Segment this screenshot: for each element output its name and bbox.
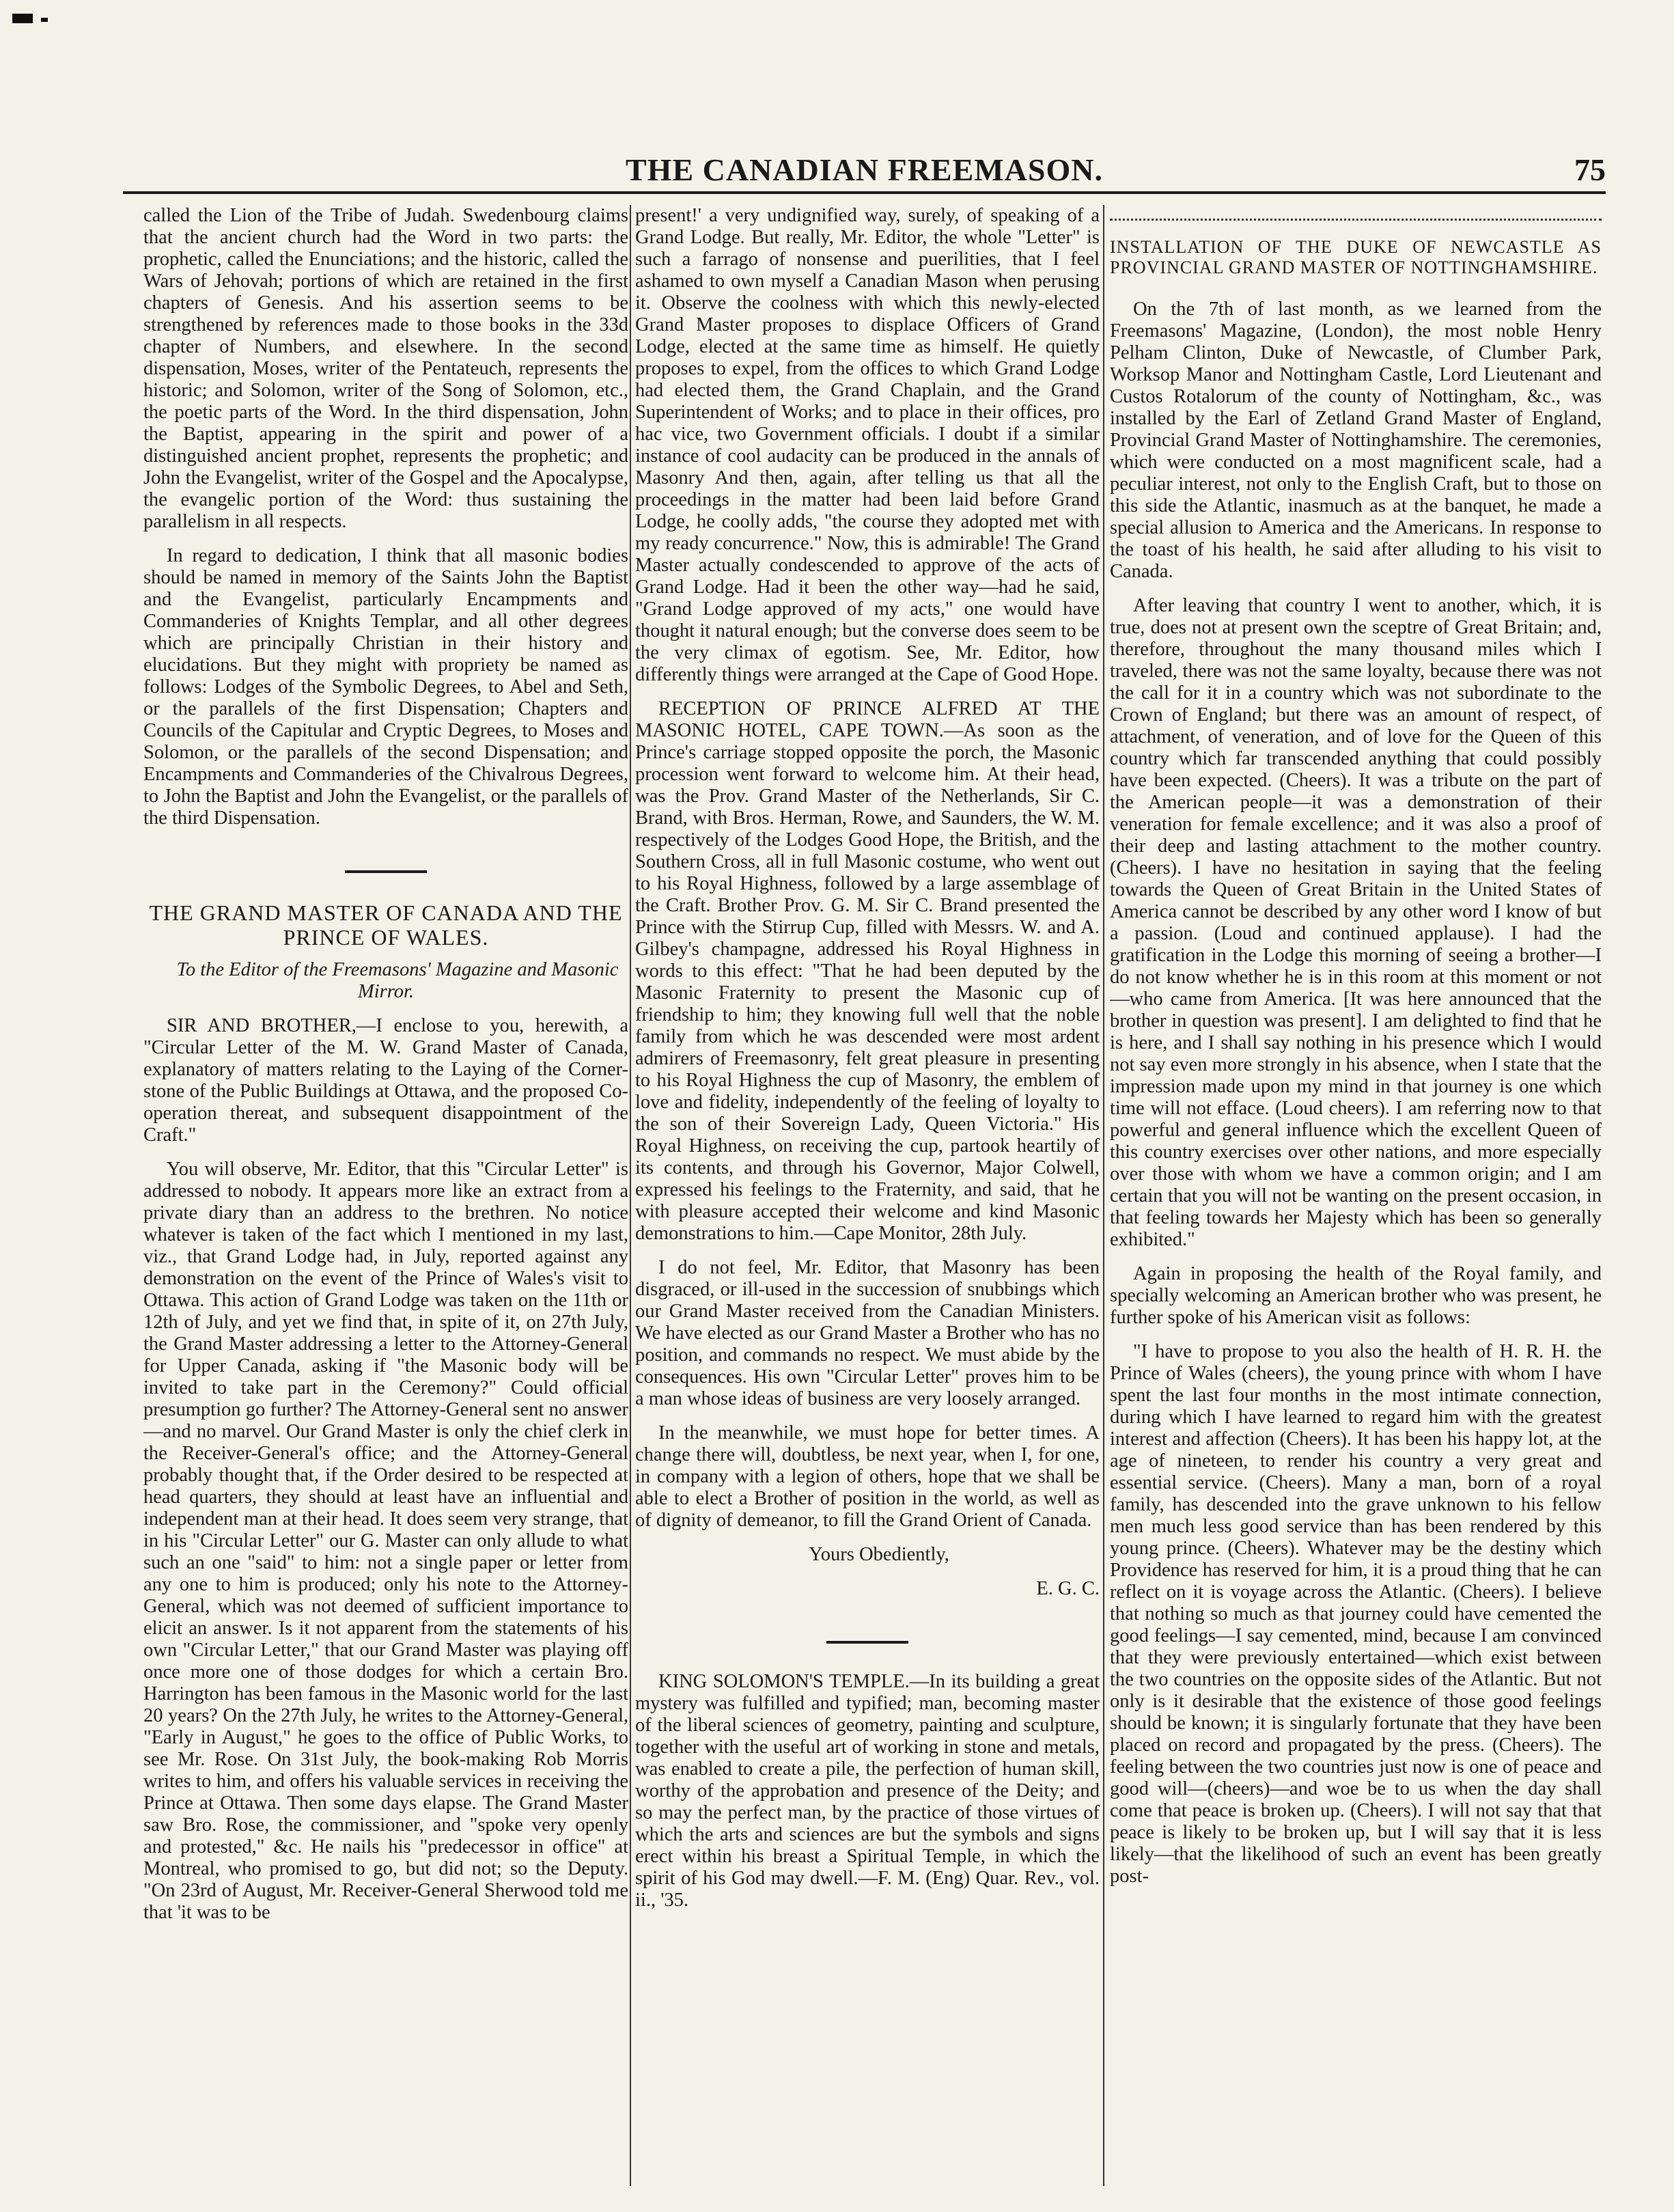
page-title: THE CANADIAN FREEMASON.	[626, 152, 1103, 187]
article-subheading: To the Editor of the Freemasons' Magazine and Masonic Mirror.	[176, 959, 619, 1002]
article-heading: THE GRAND MASTER OF CANADA AND THE PRINCE OF WALES.	[149, 900, 623, 950]
letter-closing: Yours Obediently,	[809, 1544, 949, 1565]
letter-signature: E. G. C.	[1036, 1578, 1100, 1599]
corner-mark	[12, 14, 33, 23]
section-divider	[826, 1641, 908, 1644]
paragraph: present!' a very undignified way, surely, of speaking of a Grand Lodge. But really, Mr. Editor, the whole "Letter" is such a farrago of nonsense and puerilities, that I feel ashamed to own myself a Canadian Mason when perusing it. Observe the coolness with which this newly-elected Grand Master proposes to displace Officers of Grand Lodge, elected at the same time as himself. He quietly proposes to expel, from the offices to which Grand Lodge had elected them, the Grand Chaplain, and the Grand Superintendent of Works; and to place in their offices, pro hac vice, two Government officials. I doubt if a similar instance of cool audacity can be produced in the annals of Masonry And then, again, after telling us that all the proceedings in the matter had been laid before Grand Lodge, he coolly adds, "the course they adopted met with my ready concurrence." Now, this is admirable! The Grand Master actually condescended to approve of the acts of Grand Lodge. Had it been the other way—had he said, "Grand Lodge approved of my acts," one would have thought it natural enough; but the converse does seem to be the very climax of egotism. See, Mr. Editor, how differently things were arranged at the Cape of Good Hope.	[635, 205, 1100, 685]
column-rule	[630, 205, 631, 2186]
paragraph: called the Lion of the Tribe of Judah. Swedenbourg claims that the ancient church had the Word in two parts: the prophetic, called the Enunciations; and the historic, called the Wars of Jehovah; portions of which are retained in the first chapters of Genesis. And his assertion seems to be strengthened by references made to those books in the 33d chapter of Numbers, and elsewhere. In the second dispensation, Moses, writer of the Pentateuch, represents the historic; and Solomon, writer of the Song of Solomon, etc., the poetic parts of the Word. In the third dispensation, John the Baptist, appearing in the spirit and power of a distinguished ancient prophet, represents the prophetic; and John the Evangelist, writer of the Gospel and the Apocalypse, the evangelic portion of the Word: thus sustaining the parallelism in all respects.	[143, 205, 628, 532]
paragraph: "I have to propose to you also the health of H. R. H. the Prince of Wales (cheers), the young prince with whom I have spent the last four months in the most intimate connection, during which I have learned to regard him with the greatest interest and affection (Cheers). It has been his happy lot, at the age of nineteen, to render his country a very great and essential service. (Cheers). Many a man, born of a royal family, has descended into the grave unknown to his fellow men much less good service than has been rendered by this young prince. (Cheers). Whatever may be the destiny which Providence has reserved for him, it is a proud thing that he can reflect on it is voyage across the Atlantic. (Cheers). I believe that nothing so much as that journey could have cemented the good feelings—I say cemented, mind, because I am convinced that they were previously entertained—which exist between the two countries on the opposite sides of the Atlantic. But not only is it desirable that the existence of those good feelings should be known; it is singularly fortunate that they have been placed on record and propagated by the press. (Cheers). The feeling between the two countries just now is one of peace and good will—(cheers)—and woe be to us when the day shall come that peace is broken up. (Cheers). I will not say that that peace is likely to be broken up, but I will say that it is less likely—that the likelihood of such an event has been greatly post-	[1110, 1341, 1602, 1887]
paragraph: In the meanwhile, we must hope for better times. A change there will, doubtless, be next year, when I, for one, in company with a legion of others, hope that we shall be able to elect a Brother of position in the world, as well as of dignity of demeanor, to fill the Grand Orient of Canada.	[635, 1422, 1100, 1531]
paragraph: SIR AND BROTHER,—I enclose to you, herewith, a "Circular Letter of the M. W. Grand Master of Canada, explanatory of matters relating to the Laying of the Corner-stone of the Public Buildings at Ottawa, and the proposed Co-operation thereat, and subsequent disappointment of the Craft."	[143, 1015, 628, 1146]
paragraph: KING SOLOMON'S TEMPLE.—In its building a great mystery was fulfilled and typified; man, becoming master of the liberal sciences of geometry, painting and sculpture, together with the useful art of working in stone and metals, was enabled to create a pile, the perfection of human skill, worthy of the approbation and presence of the Deity; and so may the perfect man, by the practice of those virtues of which the arts and sciences are but the symbols and signs erect within his breast a Spiritual Temple, in which the spirit of his God may dwell.—F. M. (Eng) Quar. Rev., vol. ii., '35.	[635, 1671, 1100, 1911]
paragraph: After leaving that country I went to another, which, it is true, does not at present own the sceptre of Great Britain; and, therefore, throughout the many thousand miles which I traveled, there was not the same loyalty, because there was not the call for it in a country which was not subordinate to the Crown of England; but there was an amount of respect, of attachment, of veneration, and of love for the Queen of this country which far transcended anything that could possibly have been expected. (Cheers). It was a tribute on the part of the American people—it was a demonstration of their veneration for female excellence; and it was also a proof of their deep and lasting attachment to the mother country. (Cheers). I have no hesitation in saying that the feeling towards the Queen of Great Britain in the United States of America cannot be described by any other word I know of but a passion. (Loud and continued applause). I had the gratification in the Lodge this morning of seeing a brother—I do not know whether he is in this room at this moment or not—who came from America. [It was here announced that the brother in question was present]. I am delighted to find that he is here, and I shall say nothing in his presence which I would not say even more strongly in his absence, when I state that the impression made upon my mind in that journey is one which time will not efface. (Loud cheers). I am referring now to that powerful and general influence which the excellent Queen of this country exercises over other nations, and more especially over those with whom we have a common origin; and I am certain that you will not be wanting on the present occasion, in that feeling towards her Majesty which has been so generally exhibited."	[1110, 595, 1602, 1250]
masthead	[123, 143, 1606, 194]
corner-mark	[41, 18, 48, 22]
paragraph: I do not feel, Mr. Editor, that Masonry has been disgraced, or ill-used in the succession of snubbings which our Grand Master received from the Canadian Ministers. We have elected as our Grand Master a Brother who has no position, and commands no respect. We must abide by the consequences. His own "Circular Letter" proves him to be a man whose ideas of business are very loosely arranged.	[635, 1257, 1100, 1409]
page-number: 75	[1574, 152, 1606, 187]
paragraph: You will observe, Mr. Editor, that this "Circular Letter" is addressed to nobody. It appears more like an extract from a private diary than an address to the brethren. No notice whatever is taken of the fact which I mentioned in my last, viz., that Grand Lodge had, in July, reported against any demonstration on the event of the Prince of Wales's visit to Ottawa. This action of Grand Lodge was taken on the 11th or 12th of July, and yet we find that, in spite of it, on 27th July, the Grand Master addressing a letter to the Attorney-General for Upper Canada, asking if "the Masonic body will be invited to take part in the Ceremony?" Could official presumption go further? The Attorney-General sent no answer—and no marvel. Our Grand Master is only the chief clerk in the Receiver-General's office; and the Attorney-General probably thought that, if the Order desired to be respected at head quarters, they should at least have an influential and independent man at their head. It does seem very strange, that in his "Circular Letter" our G. Master can only allude to what such an one "said" to him: not a single paper or letter from any one to him is produced; only his note to the Attorney-General, which was not deemed of sufficient importance to elicit an answer. Is it not apparent from the statements of his own "Circular Letter," that our Grand Master was playing off once more one of those dodges for which a certain Bro. Harrington has been famous in the Masonic world for the last 20 years? On the 27th July, he writes to the Attorney-General, "Early in August," he goes to the office of Public Works, to see Mr. Rose. On 31st July, the book-making Rob Morris writes to him, and offers his valuable services in receiving the Prince at Ottawa. Then some days elapse. The Grand Master saw Bro. Rose, the commissioner, and "spoke very openly and protested," &c. He nails his "predecessor in office" at Montreal, who promised to go, but did not; so the Deputy. "On 23rd of August, Mr. Receiver-General Sherwood told me that 'it was to be	[143, 1159, 628, 1923]
column-3	[1110, 205, 1602, 2186]
paragraph: Again in proposing the health of the Royal family, and specially welcoming an American brother who was present, he further spoke of his American visit as follows:	[1110, 1263, 1602, 1328]
paragraph: On the 7th of last month, as we learned from the Freemasons' Magazine, (London), the most noble Henry Pelham Clinton, Duke of Newcastle, of Clumber Park, Worksop Manor and Nottingham Castle, Lord Lieutenant and Custos Rotalorum of the county of Nottingham, &c., was installed by the Earl of Zetland Grand Master of England, Provincial Grand Master of Nottinghamshire. The ceremonies, which were conducted on a most magnificent scale, had a peculiar interest, not only to the English Craft, but to those on this side the Atlantic, inasmuch as at the banquet, he made a special allusion to America and the Americans. In response to the toast of his health, he said after alluding to his visit to Canada.	[1110, 299, 1602, 582]
article-heading: INSTALLATION OF THE DUKE OF NEWCASTLE AS PROVINCIAL GRAND MASTER OF NOTTINGHAMSHIRE.	[1110, 237, 1602, 277]
section-divider	[345, 870, 427, 873]
paragraph: In regard to dedication, I think that all masonic bodies should be named in memory of the Saints John the Baptist and the Evangelist, particularly Encampments and Commanderies of Knights Templar, and all other degrees which are principally Christian in their history and elucidations. But they might with propriety be named as follows: Lodges of the Symbolic Degrees, to Abel and Seth, or the parallels of the first Dispensation; Chapters and Councils of the Capitular and Cryptic Degrees, to Moses and Solomon, or the parallels of the second Dispensation; and Encampments and Commanderies of the Chivalrous Degrees, to John the Baptist and John the Evangelist, or the parallels of the third Dispensation.	[143, 545, 628, 829]
column-1	[143, 205, 628, 2186]
paragraph: RECEPTION OF PRINCE ALFRED AT THE MASONIC HOTEL, CAPE TOWN.—As soon as the Prince's carriage stopped opposite the porch, the Masonic procession went forward to welcome him. At their head, was the Prov. Grand Master of the Netherlands, Sir C. Brand, with Bros. Herman, Rowe, and Saunders, the W. M. respectively of the Lodges Good Hope, the British, and the Southern Cross, all in full Masonic costume, who went out to his Royal Highness, followed by a large assemblage of the Craft. Brother Prov. G. M. Sir C. Brand presented the Prince with the Stirrup Cup, filled with Messrs. W. and A. Gilbey's champagne, addressed his Royal Highness in words to this effect: "That he had been deputed by the Masonic Fraternity to present the Masonic cup of friendship to him; they knowing full well that the noble family from which he was descended were most ardent admirers of Freemasonry, felt great pleasure in presenting to his Royal Highness the cup of Masonry, the emblem of love and fidelity, independently of the feeling of loyalty to the son of their Sovereign Lady, Queen Victoria." His Royal Highness, on receiving the cup, partook heartily of its contents, and through his Governor, Major Colwell, expressed his feelings to the Fraternity, and said, that he with pleasure accepted their welcome and kind Masonic demonstrations to him.—Cape Monitor, 28th July.	[635, 698, 1100, 1244]
column-rule	[1103, 205, 1104, 2186]
ornamental-rule	[1110, 212, 1602, 221]
column-2	[635, 205, 1100, 2186]
